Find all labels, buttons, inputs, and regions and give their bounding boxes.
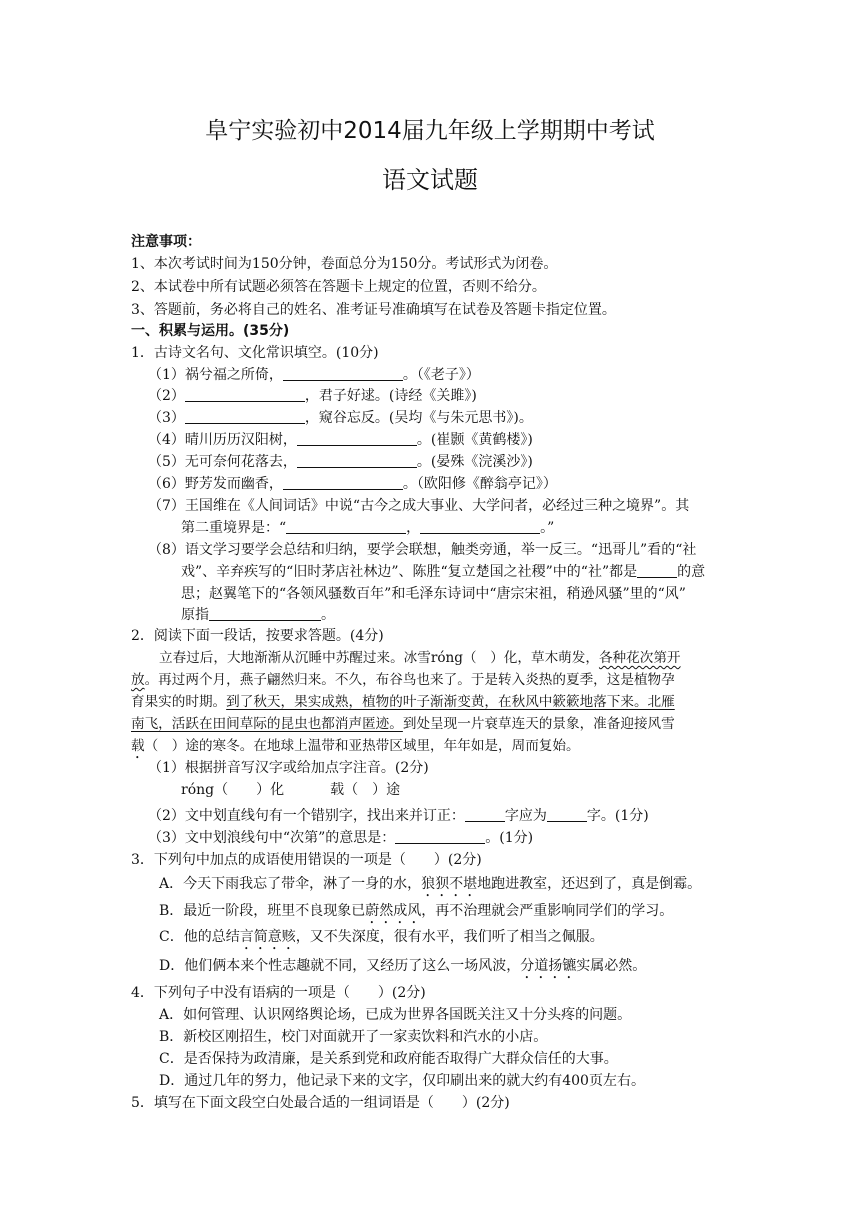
q3-option-c-post: ，又不失深度，很有水平，我们听了相当之佩服。 [295, 929, 604, 945]
q2-passage-text-3a: 育果实的时期。 [131, 694, 227, 710]
q2-sub-2-blank-1[interactable] [465, 807, 505, 822]
q2-passage-underline-1: 到了秋天，果实成熟，植物的叶子渐渐变黄，在秋风中簌簌地落下来。北雁 [226, 694, 675, 710]
q2-sub-3-post: 。(1分) [485, 830, 534, 846]
q1-item-8-line-2 [181, 562, 705, 582]
q2-passage-line-1 [159, 648, 681, 668]
q3-option-d-pre: D．他们俩本来个性志趣就不同，又经历了这么一场风波， [159, 958, 521, 974]
q3-option-d-post: 实属必然。 [576, 958, 647, 974]
note-2: 2、本试卷中所有试题必须答在答题卡上规定的位置，否则不给分。 [131, 279, 546, 295]
q1-item-2-blank[interactable] [185, 387, 305, 402]
q1-item-8-line-2-post: 的意 [677, 564, 706, 580]
q3-option-b-idiom: 蔚然成风 [365, 903, 422, 919]
q3-option-a-post: 地跑进教室，还迟到了，真是倒霉。 [477, 876, 702, 892]
q1-item-8-line-4 [181, 605, 335, 625]
q1-item-7-pre: 第二重境界是：“ [181, 520, 287, 536]
q2-sub-3-pre: （3）文中划浪线句中“次第”的意思是： [148, 830, 396, 846]
q1-item-7-blank-1[interactable] [286, 519, 406, 534]
q3-option-c-idiom: 言简意赅 [239, 929, 296, 945]
q1-item-3-blank[interactable] [185, 409, 305, 424]
q2-passage-text-1a: 立春过后，大地渐渐从沉睡中苏醒过来。冰雪róng（ ）化，草木萌发， [159, 650, 599, 666]
q1-item-4 [148, 430, 533, 450]
q3-stem: 3．下列句中加点的成语使用错误的一项是（ ）(2分) [131, 852, 482, 868]
q1-item-1-post: 。（《老子》） [402, 367, 480, 383]
q4-option-a: A．如何管理、认识网络舆论场，已成为世界各国既关注又十分头疼的问题。 [159, 1007, 632, 1023]
q3-option-c-pre: C．他的总结 [159, 929, 240, 945]
q1-item-3 [148, 408, 533, 428]
q1-item-2-pre: （2） [148, 388, 185, 404]
q1-item-4-blank[interactable] [297, 431, 417, 446]
q2-passage-underline-2: 南飞，活跃在田间草际的昆虫也都消声匿迹。 [131, 716, 403, 732]
q2-sub-1-answers [181, 780, 400, 800]
note-3: 3、答题前，务必将自己的姓名、准考证号准确填写在试卷及答题卡指定位置。 [131, 302, 616, 318]
q2-passage-wavy-1: 各种花次第开 [598, 650, 681, 666]
q4-option-d: D．通过几年的努力，他记录下来的文字，仅印刷出来的就大约有400页左右。 [159, 1073, 645, 1089]
q1-item-5-blank[interactable] [297, 453, 417, 468]
q4-stem: 4．下列句子中没有语病的一项是（ ）(2分) [131, 985, 426, 1001]
q3-option-a-idiom: 狼狈不堪 [421, 876, 478, 892]
q1-item-8-line-1: （8）语文学习要学会总结和归纳，要学会联想，触类旁通，举一反三。“迅哥儿”看的“社 [148, 542, 697, 558]
q2-sub-3-blank[interactable] [395, 829, 485, 844]
q2-passage-text-2b: 。再过两个月，燕子翩然归来。不久，布谷鸟也来了。于是转入炎热的夏季，这是植物孕 [144, 672, 675, 688]
q1-item-7-mid: ， [406, 520, 421, 536]
q1-item-7-blank-2[interactable] [420, 519, 540, 534]
q1-item-4-pre: （4）晴川历历汉阳树， [148, 432, 297, 448]
q3-option-a [159, 874, 701, 900]
q1-item-1-pre: （1）祸兮福之所倚， [148, 367, 283, 383]
q2-sub-1-b: 载（ ）途 [330, 782, 401, 798]
q2-sub-2-mid: 字应为 [504, 808, 547, 824]
q2-passage-line-3 [131, 692, 675, 712]
q1-item-6-blank[interactable] [283, 475, 403, 490]
q2-passage-line-2 [131, 670, 675, 690]
q1-item-8-line-4-post: 。 [321, 607, 335, 623]
q2-passage-line-4 [131, 714, 675, 734]
q1-item-8-blank-1[interactable] [637, 563, 677, 578]
q1-item-6-pre: （6）野芳发而幽香， [148, 476, 283, 492]
q3-option-d [159, 956, 646, 982]
q1-item-3-pre: （3） [148, 410, 185, 426]
q1-item-7-post: 。” [540, 520, 555, 536]
q2-passage-dotted-char: 载 [131, 738, 145, 754]
q5-stem: 5．填写在下面文段空白处最合适的一组词语是（ ）(2分) [131, 1095, 510, 1111]
q4-option-c: C．是否保持为政清廉，是关系到党和政府能否取得广大群众信任的大事。 [159, 1051, 618, 1067]
q1-item-5-post: 。(晏殊《浣溪沙》) [416, 454, 533, 470]
q1-item-8-blank-2[interactable] [209, 606, 321, 621]
q1-item-6 [148, 474, 557, 494]
q2-sub-1-a: róng（ ）化 [181, 782, 285, 798]
q1-item-7-line-2 [181, 518, 554, 538]
q2-sub-2 [148, 806, 649, 826]
q2-sub-2-pre: （2）文中划直线句有一个错别字，找出来并订正： [148, 808, 465, 824]
q1-stem: 1．古诗文名句、文化常识填空。(10分) [131, 345, 379, 361]
q3-option-b-post: ，再不治理就会严重影响同学们的学习。 [421, 903, 674, 919]
q1-item-8-line-2-text: 戏”、辛弃疾写的“旧时茅店社林边”、陈胜“复立楚国之社稷”中的“社”都是 [181, 564, 638, 580]
q4-option-b: B．新校区刚招生，校门对面就开了一家卖饮料和汽水的小店。 [159, 1029, 548, 1045]
q1-item-6-post: 。（欧阳修《醉翁亭记》） [402, 476, 557, 492]
q2-stem: 2．阅读下面一段话，按要求答题。(4分) [131, 628, 384, 644]
q2-sub-3 [148, 828, 533, 848]
q2-sub-2-post: 字。(1分) [586, 808, 649, 824]
q1-item-2-post: ，君子好逑。(诗经《关雎》) [304, 388, 477, 404]
q2-passage-wavy-2: 放 [131, 672, 145, 688]
q3-option-c [159, 927, 604, 953]
q3-option-b-pre: B．最近一阶段，班里不良现象已 [159, 903, 366, 919]
note-1: 1、本次考试时间为150分钟，卷面总分为150分。考试形式为闭卷。 [131, 256, 558, 272]
exam-title: 阜宁实验初中2014届九年级上学期期中考试 [205, 118, 655, 144]
notes-heading: 注意事项： [131, 234, 201, 250]
q1-item-8-line-3: 思；赵翼笔下的“各领风骚数百年”和毛泽东诗词中“唐宗宋祖，稍逊风骚”里的“风” [181, 586, 686, 602]
q1-item-3-post: ，窥谷忘反。(吴均《与朱元思书》)。 [304, 410, 533, 426]
q2-passage-text-4b: 到处呈现一片衰草连天的景象，准备迎接风雪 [402, 716, 675, 732]
q1-item-4-post: 。(崔颢《黄鹤楼》) [416, 432, 533, 448]
q2-sub-2-blank-2[interactable] [547, 807, 587, 822]
q1-item-1-blank[interactable] [283, 366, 403, 381]
q1-item-7-line-1: （7）王国维在《人间词话》中说“古今之成大事业、大学问者，必经过三种之境界”。其 [148, 498, 690, 514]
q3-option-a-pre: A．今天下雨我忘了带伞，淋了一身的水， [159, 876, 422, 892]
q3-option-d-idiom: 分道扬镳 [520, 958, 577, 974]
q1-item-5 [148, 452, 533, 472]
section-heading: 一、积累与运用。(35分) [131, 323, 290, 339]
q2-passage-text-5b: （ ）途的寒冬。在地球上温带和亚热带区域里，年年如是，周而复始。 [144, 738, 580, 754]
q1-item-2 [148, 386, 477, 406]
q1-item-8-line-4-pre: 原指 [181, 607, 209, 623]
q3-option-b [159, 901, 673, 927]
exam-subtitle: 语文试题 [382, 166, 478, 194]
q1-item-5-pre: （5）无可奈何花落去， [148, 454, 297, 470]
q1-item-1 [148, 365, 480, 385]
q2-sub-1: （1）根据拼音写汉字或给加点字注音。(2分) [148, 760, 429, 776]
